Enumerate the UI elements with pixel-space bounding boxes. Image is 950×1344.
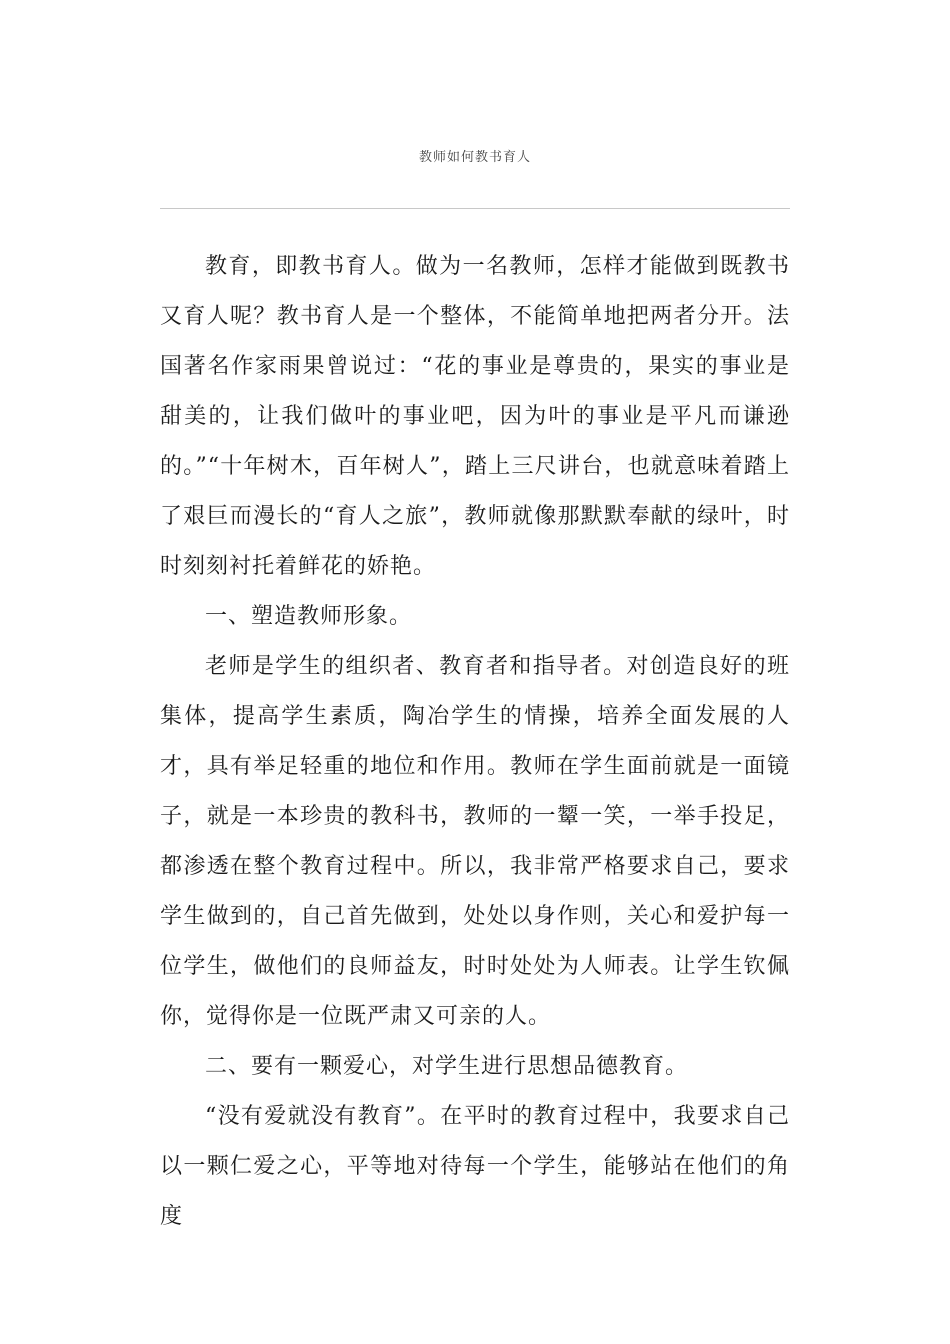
paragraph-intro: 教育，即教书育人。做为一名教师，怎样才能做到既教书又育人呢？教书育人是一个整体，不能简单地把两者分开。法国著名作家雨果曾说过：“花的事业是尊贵的，果实的事业是甜美的，让我们做叶的事业吧，因为叶的事业是平凡而谦逊的。”“十年树木，百年树人”，踏上三尺讲台，也就意味着踏上了艰巨而漫长的“育人之旅”，教师就像那默默奉献的绿叶，时时刻刻衬托着鲜花的娇艳。 xyxy=(160,254,790,579)
paragraph-love-education: “没有爱就没有教育”。在平时的教育过程中，我要求自己以一颗仁爱之心，平等地对待每一个学生，能够站在他们的角度 xyxy=(160,1104,790,1229)
header-divider xyxy=(160,208,790,209)
section-heading-2: 二、要有一颗爱心，对学生进行思想品德教育。 xyxy=(205,1054,689,1079)
section-heading-1: 一、塑造教师形象。 xyxy=(205,604,413,629)
paragraph-teacher-image: 老师是学生的组织者、教育者和指导者。对创造良好的班集体，提高学生素质，陶冶学生的情操，培养全面发展的人才，具有举足轻重的地位和作用。教师在学生面前就是一面镜子，就是一本珍贵的教科书，教师的一颦一笑，一举手投足，都渗透在整个教育过程中。所以，我非常严格要求自己，要求学生做到的，自己首先做到，处处以身作则，关心和爱护每一位学生，做他们的良师益友，时时处处为人师表。让学生钦佩你，觉得你是一位既严肃又可亲的人。 xyxy=(160,654,790,1029)
document-body xyxy=(160,242,790,1242)
document-header-title: 教师如何教书育人 xyxy=(418,150,531,165)
